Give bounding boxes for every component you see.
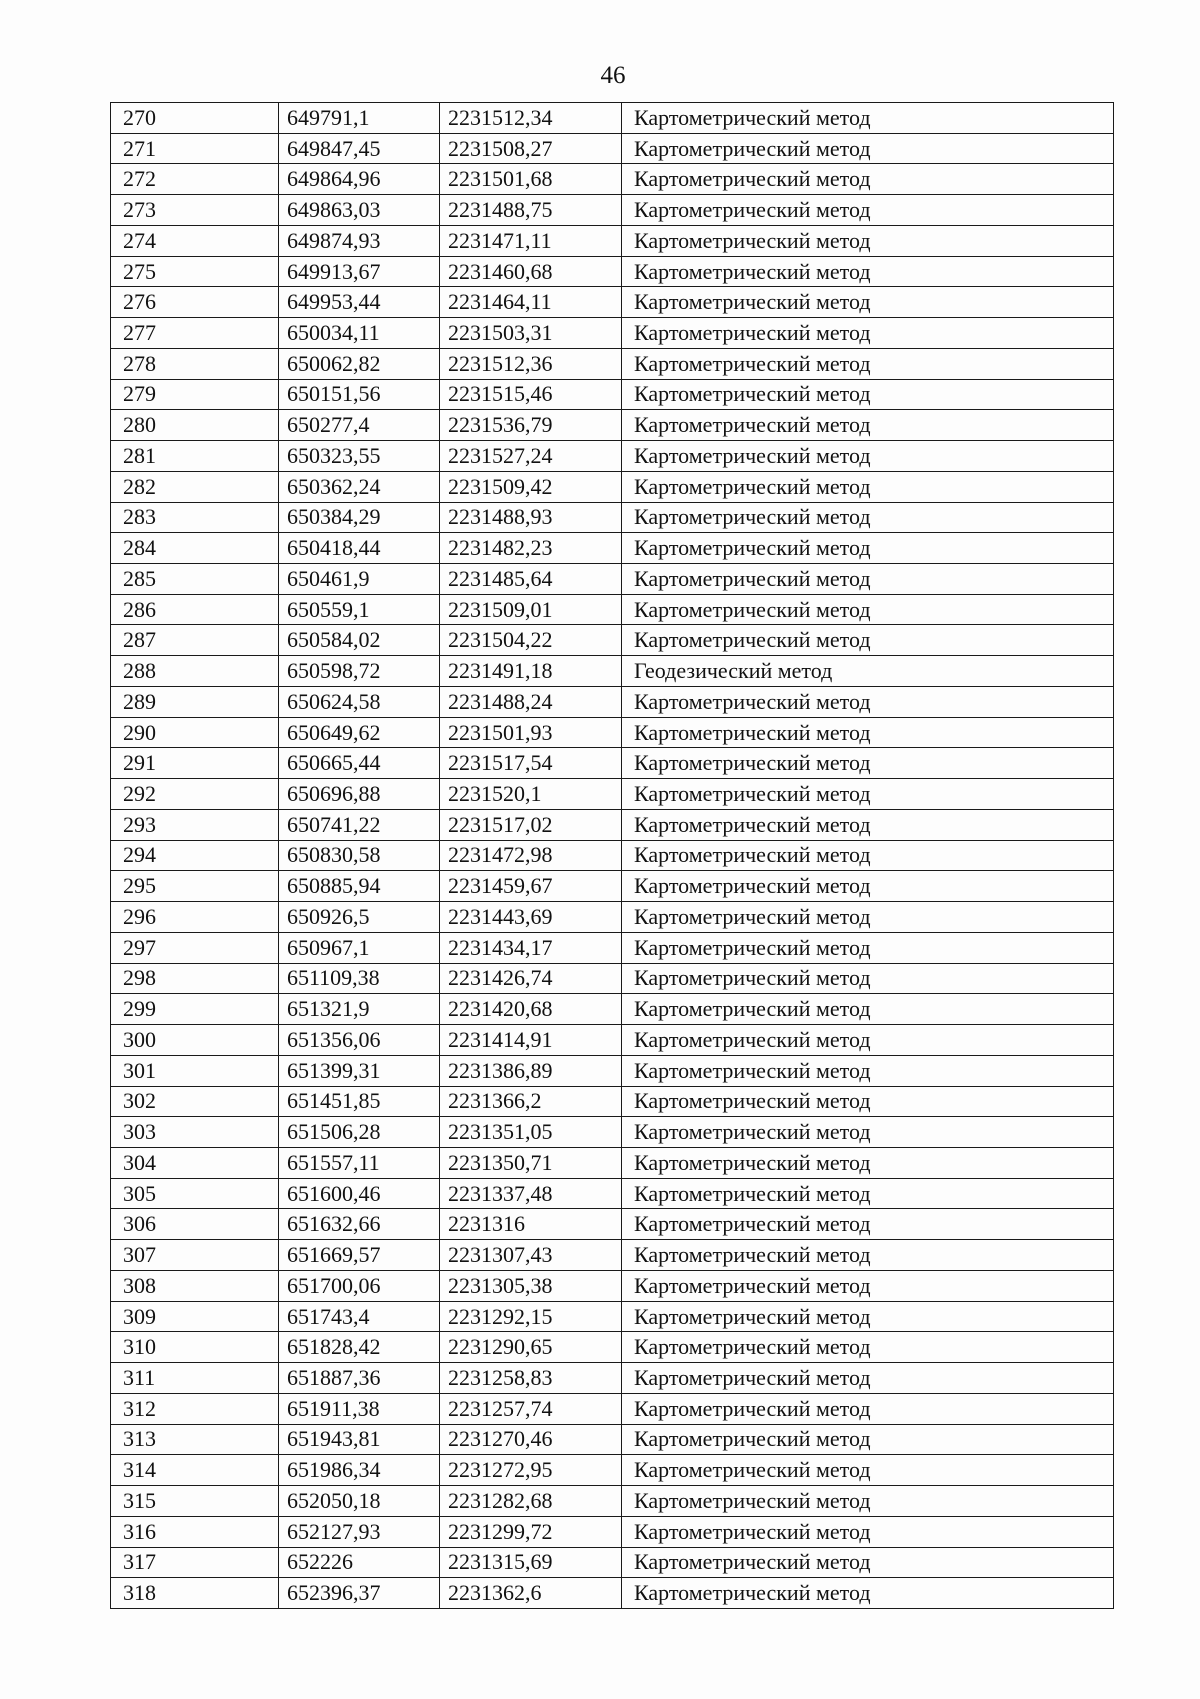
point-number-cell: 278 xyxy=(111,348,279,379)
table-row xyxy=(111,164,1114,195)
point-number-cell: 279 xyxy=(111,379,279,410)
point-number-cell: 272 xyxy=(111,164,279,195)
point-number-cell: 295 xyxy=(111,871,279,902)
point-number-cell: 275 xyxy=(111,256,279,287)
x-coordinate-cell: 650062,82 xyxy=(279,348,440,379)
point-number-cell: 313 xyxy=(111,1424,279,1455)
y-coordinate-cell: 2231366,2 xyxy=(440,1086,622,1117)
table-row xyxy=(111,1270,1114,1301)
x-coordinate-cell: 649913,67 xyxy=(279,256,440,287)
method-cell: Картометрический метод xyxy=(622,1270,1114,1301)
x-coordinate-cell: 650277,4 xyxy=(279,410,440,441)
point-number-cell: 281 xyxy=(111,441,279,472)
y-coordinate-cell: 2231488,75 xyxy=(440,195,622,226)
y-coordinate-cell: 2231257,74 xyxy=(440,1393,622,1424)
y-coordinate-cell: 2231315,69 xyxy=(440,1547,622,1578)
point-number-cell: 312 xyxy=(111,1393,279,1424)
x-coordinate-cell: 652050,18 xyxy=(279,1486,440,1517)
y-coordinate-cell: 2231517,02 xyxy=(440,809,622,840)
y-coordinate-cell: 2231305,38 xyxy=(440,1270,622,1301)
x-coordinate-cell: 651669,57 xyxy=(279,1240,440,1271)
method-cell: Картометрический метод xyxy=(622,441,1114,472)
method-cell: Картометрический метод xyxy=(622,225,1114,256)
x-coordinate-cell: 651109,38 xyxy=(279,963,440,994)
table-row xyxy=(111,1578,1114,1609)
x-coordinate-cell: 650598,72 xyxy=(279,656,440,687)
table-row xyxy=(111,686,1114,717)
method-cell: Картометрический метод xyxy=(622,1025,1114,1056)
table-row xyxy=(111,1516,1114,1547)
x-coordinate-cell: 650418,44 xyxy=(279,533,440,564)
point-number-cell: 309 xyxy=(111,1301,279,1332)
method-cell: Картометрический метод xyxy=(622,1147,1114,1178)
point-number-cell: 282 xyxy=(111,471,279,502)
x-coordinate-cell: 651321,9 xyxy=(279,994,440,1025)
x-coordinate-cell: 650034,11 xyxy=(279,318,440,349)
table-row xyxy=(111,1455,1114,1486)
table-row xyxy=(111,1086,1114,1117)
table-row xyxy=(111,379,1114,410)
table-row xyxy=(111,871,1114,902)
x-coordinate-cell: 649953,44 xyxy=(279,287,440,318)
point-number-cell: 297 xyxy=(111,932,279,963)
x-coordinate-cell: 650830,58 xyxy=(279,840,440,871)
y-coordinate-cell: 2231337,48 xyxy=(440,1178,622,1209)
method-cell: Картометрический метод xyxy=(622,686,1114,717)
table-row xyxy=(111,564,1114,595)
y-coordinate-cell: 2231472,98 xyxy=(440,840,622,871)
x-coordinate-cell: 650559,1 xyxy=(279,594,440,625)
point-number-cell: 270 xyxy=(111,103,279,134)
table-row xyxy=(111,1147,1114,1178)
y-coordinate-cell: 2231491,18 xyxy=(440,656,622,687)
x-coordinate-cell: 651943,81 xyxy=(279,1424,440,1455)
x-coordinate-cell: 650926,5 xyxy=(279,902,440,933)
point-number-cell: 307 xyxy=(111,1240,279,1271)
method-cell: Картометрический метод xyxy=(622,809,1114,840)
point-number-cell: 287 xyxy=(111,625,279,656)
point-number-cell: 304 xyxy=(111,1147,279,1178)
table-row xyxy=(111,963,1114,994)
point-number-cell: 273 xyxy=(111,195,279,226)
y-coordinate-cell: 2231350,71 xyxy=(440,1147,622,1178)
x-coordinate-cell: 650696,88 xyxy=(279,779,440,810)
method-cell: Картометрический метод xyxy=(622,1178,1114,1209)
method-cell: Картометрический метод xyxy=(622,902,1114,933)
table-row xyxy=(111,1486,1114,1517)
method-cell: Картометрический метод xyxy=(622,348,1114,379)
point-number-cell: 317 xyxy=(111,1547,279,1578)
point-number-cell: 290 xyxy=(111,717,279,748)
point-number-cell: 298 xyxy=(111,963,279,994)
point-number-cell: 293 xyxy=(111,809,279,840)
method-cell: Картометрический метод xyxy=(622,1209,1114,1240)
method-cell: Картометрический метод xyxy=(622,564,1114,595)
y-coordinate-cell: 2231509,42 xyxy=(440,471,622,502)
point-number-cell: 316 xyxy=(111,1516,279,1547)
x-coordinate-cell: 651828,42 xyxy=(279,1332,440,1363)
x-coordinate-cell: 652226 xyxy=(279,1547,440,1578)
method-cell: Картометрический метод xyxy=(622,1055,1114,1086)
method-cell: Картометрический метод xyxy=(622,840,1114,871)
table-row xyxy=(111,902,1114,933)
y-coordinate-cell: 2231282,68 xyxy=(440,1486,622,1517)
table-row xyxy=(111,133,1114,164)
page-number: 46 xyxy=(600,62,626,89)
table-row xyxy=(111,502,1114,533)
point-number-cell: 292 xyxy=(111,779,279,810)
y-coordinate-cell: 2231536,79 xyxy=(440,410,622,441)
point-number-cell: 288 xyxy=(111,656,279,687)
y-coordinate-cell: 2231508,27 xyxy=(440,133,622,164)
method-cell: Картометрический метод xyxy=(622,594,1114,625)
y-coordinate-cell: 2231512,34 xyxy=(440,103,622,134)
x-coordinate-cell: 651887,36 xyxy=(279,1363,440,1394)
x-coordinate-cell: 650741,22 xyxy=(279,809,440,840)
x-coordinate-cell: 649791,1 xyxy=(279,103,440,134)
method-cell: Картометрический метод xyxy=(622,717,1114,748)
method-cell: Картометрический метод xyxy=(622,318,1114,349)
method-cell: Картометрический метод xyxy=(622,502,1114,533)
point-number-cell: 296 xyxy=(111,902,279,933)
method-cell: Картометрический метод xyxy=(622,287,1114,318)
x-coordinate-cell: 649874,93 xyxy=(279,225,440,256)
table-row xyxy=(111,256,1114,287)
point-number-cell: 276 xyxy=(111,287,279,318)
x-coordinate-cell: 649847,45 xyxy=(279,133,440,164)
method-cell: Картометрический метод xyxy=(622,256,1114,287)
y-coordinate-cell: 2231270,46 xyxy=(440,1424,622,1455)
method-cell: Картометрический метод xyxy=(622,994,1114,1025)
table-row xyxy=(111,348,1114,379)
method-cell: Картометрический метод xyxy=(622,963,1114,994)
y-coordinate-cell: 2231414,91 xyxy=(440,1025,622,1056)
x-coordinate-cell: 650649,62 xyxy=(279,717,440,748)
y-coordinate-cell: 2231258,83 xyxy=(440,1363,622,1394)
y-coordinate-cell: 2231512,36 xyxy=(440,348,622,379)
method-cell: Картометрический метод xyxy=(622,748,1114,779)
table-row xyxy=(111,1424,1114,1455)
table-row xyxy=(111,287,1114,318)
x-coordinate-cell: 650461,9 xyxy=(279,564,440,595)
table-row xyxy=(111,809,1114,840)
y-coordinate-cell: 2231362,6 xyxy=(440,1578,622,1609)
y-coordinate-cell: 2231501,93 xyxy=(440,717,622,748)
x-coordinate-cell: 650885,94 xyxy=(279,871,440,902)
point-number-cell: 305 xyxy=(111,1178,279,1209)
x-coordinate-cell: 651743,4 xyxy=(279,1301,440,1332)
method-cell: Картометрический метод xyxy=(622,932,1114,963)
table-row xyxy=(111,717,1114,748)
point-number-cell: 308 xyxy=(111,1270,279,1301)
method-cell: Картометрический метод xyxy=(622,133,1114,164)
y-coordinate-cell: 2231272,95 xyxy=(440,1455,622,1486)
y-coordinate-cell: 2231485,64 xyxy=(440,564,622,595)
point-number-cell: 280 xyxy=(111,410,279,441)
table-row xyxy=(111,594,1114,625)
point-number-cell: 314 xyxy=(111,1455,279,1486)
y-coordinate-cell: 2231351,05 xyxy=(440,1117,622,1148)
table-row xyxy=(111,1240,1114,1271)
y-coordinate-cell: 2231517,54 xyxy=(440,748,622,779)
y-coordinate-cell: 2231504,22 xyxy=(440,625,622,656)
method-cell: Картометрический метод xyxy=(622,1363,1114,1394)
table-row xyxy=(111,1209,1114,1240)
x-coordinate-cell: 650967,1 xyxy=(279,932,440,963)
y-coordinate-cell: 2231482,23 xyxy=(440,533,622,564)
point-number-cell: 294 xyxy=(111,840,279,871)
method-cell: Картометрический метод xyxy=(622,1547,1114,1578)
table-row xyxy=(111,840,1114,871)
method-cell: Картометрический метод xyxy=(622,1486,1114,1517)
point-number-cell: 315 xyxy=(111,1486,279,1517)
table-row xyxy=(111,625,1114,656)
method-cell: Картометрический метод xyxy=(622,871,1114,902)
point-number-cell: 277 xyxy=(111,318,279,349)
method-cell: Картометрический метод xyxy=(622,1301,1114,1332)
x-coordinate-cell: 651986,34 xyxy=(279,1455,440,1486)
method-cell: Картометрический метод xyxy=(622,1455,1114,1486)
y-coordinate-cell: 2231488,24 xyxy=(440,686,622,717)
method-cell: Картометрический метод xyxy=(622,410,1114,441)
table-row xyxy=(111,441,1114,472)
method-cell: Картометрический метод xyxy=(622,625,1114,656)
table-row xyxy=(111,410,1114,441)
x-coordinate-cell: 652396,37 xyxy=(279,1578,440,1609)
point-number-cell: 289 xyxy=(111,686,279,717)
method-cell: Картометрический метод xyxy=(622,1578,1114,1609)
y-coordinate-cell: 2231460,68 xyxy=(440,256,622,287)
method-cell: Картометрический метод xyxy=(622,1086,1114,1117)
y-coordinate-cell: 2231386,89 xyxy=(440,1055,622,1086)
x-coordinate-cell: 651399,31 xyxy=(279,1055,440,1086)
x-coordinate-cell: 651356,06 xyxy=(279,1025,440,1056)
y-coordinate-cell: 2231316 xyxy=(440,1209,622,1240)
x-coordinate-cell: 650362,24 xyxy=(279,471,440,502)
x-coordinate-cell: 651557,11 xyxy=(279,1147,440,1178)
method-cell: Картометрический метод xyxy=(622,164,1114,195)
point-number-cell: 286 xyxy=(111,594,279,625)
method-cell: Картометрический метод xyxy=(622,471,1114,502)
y-coordinate-cell: 2231443,69 xyxy=(440,902,622,933)
x-coordinate-cell: 652127,93 xyxy=(279,1516,440,1547)
table-row xyxy=(111,748,1114,779)
point-number-cell: 301 xyxy=(111,1055,279,1086)
method-cell: Картометрический метод xyxy=(622,779,1114,810)
method-cell: Картометрический метод xyxy=(622,1240,1114,1271)
table-row xyxy=(111,994,1114,1025)
x-coordinate-cell: 651911,38 xyxy=(279,1393,440,1424)
table-row xyxy=(111,1117,1114,1148)
table-row xyxy=(111,1301,1114,1332)
y-coordinate-cell: 2231290,65 xyxy=(440,1332,622,1363)
y-coordinate-cell: 2231520,1 xyxy=(440,779,622,810)
x-coordinate-cell: 650665,44 xyxy=(279,748,440,779)
x-coordinate-cell: 651700,06 xyxy=(279,1270,440,1301)
table-row xyxy=(111,103,1114,134)
y-coordinate-cell: 2231471,11 xyxy=(440,225,622,256)
table-row xyxy=(111,318,1114,349)
point-number-cell: 274 xyxy=(111,225,279,256)
point-number-cell: 311 xyxy=(111,1363,279,1394)
method-cell: Картометрический метод xyxy=(622,533,1114,564)
table-row xyxy=(111,225,1114,256)
point-number-cell: 291 xyxy=(111,748,279,779)
point-number-cell: 300 xyxy=(111,1025,279,1056)
y-coordinate-cell: 2231527,24 xyxy=(440,441,622,472)
y-coordinate-cell: 2231464,11 xyxy=(440,287,622,318)
method-cell: Картометрический метод xyxy=(622,1117,1114,1148)
coordinates-table xyxy=(110,102,1114,1609)
method-cell: Картометрический метод xyxy=(622,379,1114,410)
method-cell: Геодезический метод xyxy=(622,656,1114,687)
y-coordinate-cell: 2231434,17 xyxy=(440,932,622,963)
table-row xyxy=(111,1363,1114,1394)
point-number-cell: 285 xyxy=(111,564,279,595)
y-coordinate-cell: 2231501,68 xyxy=(440,164,622,195)
x-coordinate-cell: 650624,58 xyxy=(279,686,440,717)
y-coordinate-cell: 2231307,43 xyxy=(440,1240,622,1271)
x-coordinate-cell: 651600,46 xyxy=(279,1178,440,1209)
method-cell: Картометрический метод xyxy=(622,1516,1114,1547)
point-number-cell: 303 xyxy=(111,1117,279,1148)
table-row xyxy=(111,1393,1114,1424)
coordinates-table-body xyxy=(111,103,1114,1609)
point-number-cell: 284 xyxy=(111,533,279,564)
x-coordinate-cell: 649864,96 xyxy=(279,164,440,195)
y-coordinate-cell: 2231426,74 xyxy=(440,963,622,994)
method-cell: Картометрический метод xyxy=(622,1424,1114,1455)
y-coordinate-cell: 2231515,46 xyxy=(440,379,622,410)
table-row xyxy=(111,779,1114,810)
x-coordinate-cell: 651451,85 xyxy=(279,1086,440,1117)
method-cell: Картометрический метод xyxy=(622,1332,1114,1363)
x-coordinate-cell: 651506,28 xyxy=(279,1117,440,1148)
table-row xyxy=(111,195,1114,226)
point-number-cell: 310 xyxy=(111,1332,279,1363)
y-coordinate-cell: 2231459,67 xyxy=(440,871,622,902)
y-coordinate-cell: 2231488,93 xyxy=(440,502,622,533)
table-row xyxy=(111,471,1114,502)
x-coordinate-cell: 650323,55 xyxy=(279,441,440,472)
table-row xyxy=(111,1025,1114,1056)
point-number-cell: 283 xyxy=(111,502,279,533)
table-row xyxy=(111,932,1114,963)
table-row xyxy=(111,656,1114,687)
table-row xyxy=(111,1547,1114,1578)
x-coordinate-cell: 651632,66 xyxy=(279,1209,440,1240)
y-coordinate-cell: 2231299,72 xyxy=(440,1516,622,1547)
y-coordinate-cell: 2231509,01 xyxy=(440,594,622,625)
point-number-cell: 271 xyxy=(111,133,279,164)
table-row xyxy=(111,1178,1114,1209)
point-number-cell: 318 xyxy=(111,1578,279,1609)
y-coordinate-cell: 2231420,68 xyxy=(440,994,622,1025)
table-row xyxy=(111,533,1114,564)
table-row xyxy=(111,1332,1114,1363)
x-coordinate-cell: 650384,29 xyxy=(279,502,440,533)
point-number-cell: 302 xyxy=(111,1086,279,1117)
x-coordinate-cell: 650151,56 xyxy=(279,379,440,410)
table-row xyxy=(111,1055,1114,1086)
method-cell: Картометрический метод xyxy=(622,1393,1114,1424)
x-coordinate-cell: 650584,02 xyxy=(279,625,440,656)
point-number-cell: 306 xyxy=(111,1209,279,1240)
x-coordinate-cell: 649863,03 xyxy=(279,195,440,226)
y-coordinate-cell: 2231292,15 xyxy=(440,1301,622,1332)
point-number-cell: 299 xyxy=(111,994,279,1025)
method-cell: Картометрический метод xyxy=(622,195,1114,226)
y-coordinate-cell: 2231503,31 xyxy=(440,318,622,349)
method-cell: Картометрический метод xyxy=(622,103,1114,134)
